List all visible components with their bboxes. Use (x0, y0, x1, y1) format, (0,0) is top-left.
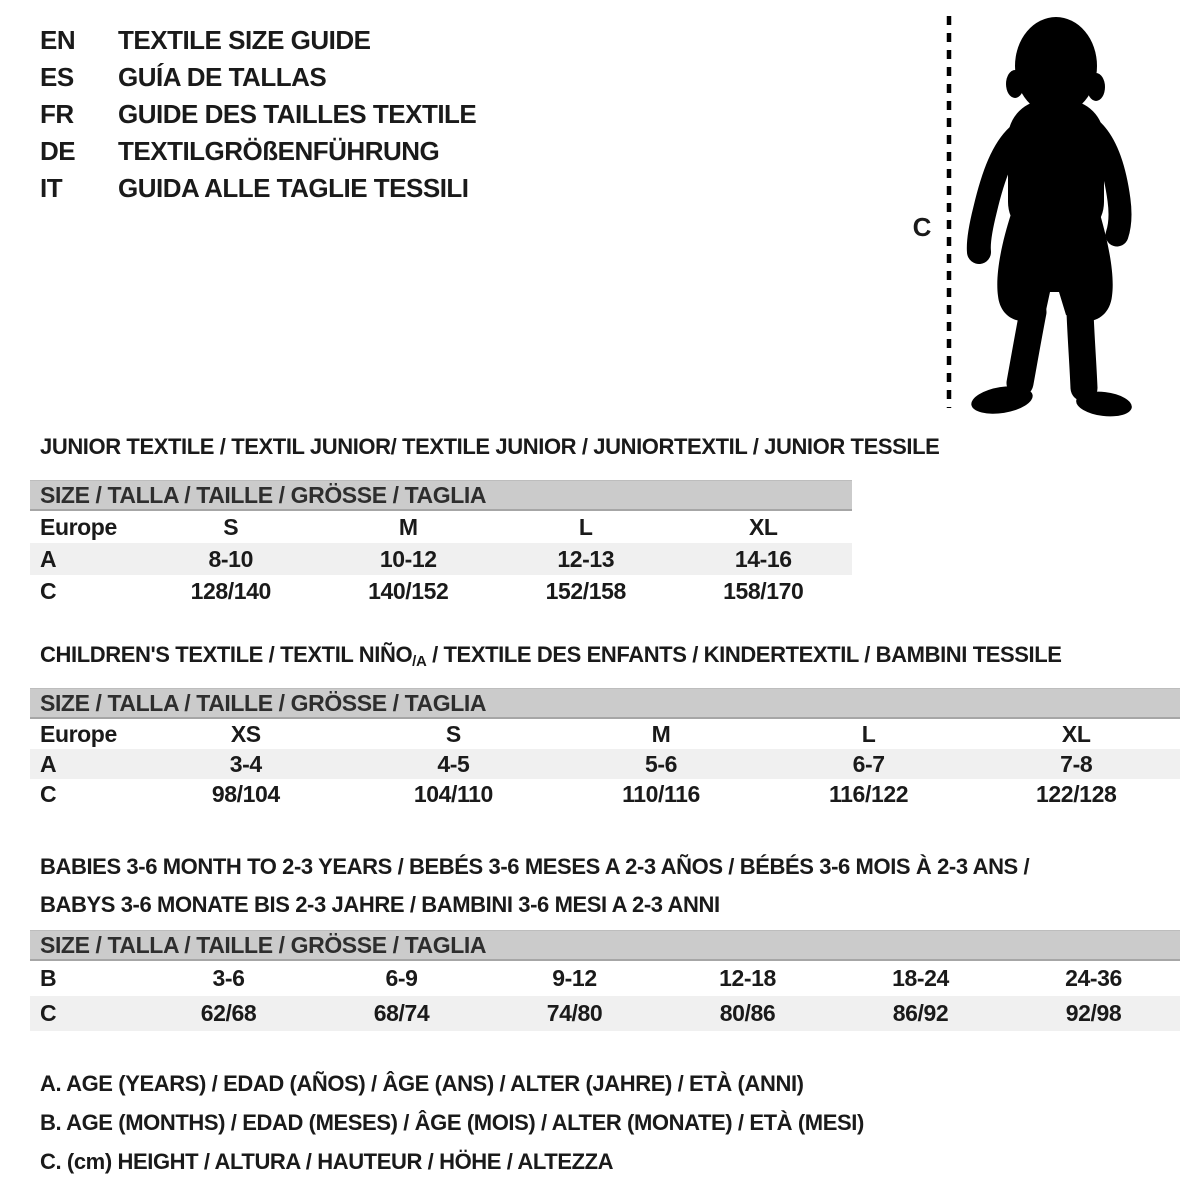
age-cell: 12-18 (719, 965, 776, 991)
guide-title: GUIDE DES TAILLES TEXTILE (118, 99, 477, 129)
age-cell: 24-36 (1065, 965, 1122, 991)
row-label: A (40, 750, 57, 777)
height-cell: 62/68 (200, 1000, 257, 1026)
language-row-en (40, 22, 476, 59)
height-cell: 80/86 (719, 1000, 776, 1026)
size-cell: S (223, 513, 239, 540)
table-row (30, 543, 852, 575)
table-row (30, 996, 1180, 1031)
height-cell: 98/104 (211, 780, 280, 807)
row-label: A (40, 545, 57, 572)
age-cell: 12-13 (557, 545, 615, 572)
language-row-es (40, 59, 476, 96)
language-code: FR (40, 99, 74, 129)
note-age-years: A. AGE (YEARS) / EDAD (AÑOS) / ÂGE (ANS) / ALTER (JAHRE) / ETÀ (ANNI) (40, 1071, 804, 1096)
height-cell: 110/116 (622, 780, 700, 807)
size-cell: XS (230, 720, 261, 747)
children-title-suffix: /A (412, 653, 427, 670)
age-cell: 9-12 (552, 965, 597, 991)
babies-size-table (30, 930, 1180, 1031)
babies-section-title (40, 848, 1029, 924)
language-code: DE (40, 136, 76, 166)
children-size-table (30, 688, 1180, 809)
age-cell: 10-12 (379, 545, 437, 572)
row-label: Europe (40, 513, 117, 540)
language-row-it (40, 170, 476, 207)
age-cell: 5-6 (644, 750, 678, 777)
language-row-fr (40, 96, 476, 133)
language-code: IT (40, 173, 63, 203)
children-title-text: CHILDREN'S TEXTILE / TEXTIL NIÑO (40, 642, 413, 667)
size-cell: L (578, 513, 593, 540)
babies-title-line1: BABIES 3-6 MONTH TO 2-3 YEARS / BEBÉS 3-6 MESES A 2-3 AÑOS / BÉBÉS 3-6 MOIS À 2-3 ANS / (40, 854, 1030, 879)
size-cell: L (861, 720, 876, 747)
height-cell: 122/128 (1036, 780, 1117, 807)
height-cell: 140/152 (368, 577, 449, 604)
age-cell: 4-5 (437, 750, 470, 777)
legend-notes (40, 1064, 864, 1181)
age-cell: 14-16 (734, 545, 792, 572)
age-cell: 7-8 (1060, 750, 1093, 777)
height-cell: 86/92 (892, 1000, 949, 1026)
size-cell: M (398, 513, 418, 540)
height-cell: 74/80 (546, 1000, 603, 1026)
table-row (30, 511, 852, 543)
height-cell: 152/158 (545, 577, 626, 604)
age-cell: 6-9 (385, 965, 418, 991)
table-row (30, 779, 1180, 809)
size-cell: S (445, 720, 461, 747)
language-code: ES (40, 62, 74, 92)
height-cell: 104/110 (413, 780, 493, 807)
table-row (30, 719, 1180, 749)
guide-title: TEXTILGRÖßENFÜHRUNG (118, 136, 440, 166)
table-row (30, 749, 1180, 779)
age-cell: 3-4 (229, 750, 262, 777)
height-cell: 158/170 (723, 577, 804, 604)
row-label: C (40, 780, 57, 807)
babies-size-header-bar: SIZE / TALLA / TAILLE / GRÖSSE / TAGLIA (30, 930, 1180, 961)
table-row (30, 575, 852, 607)
note-height-cm: C. (cm) HEIGHT / ALTURA / HAUTEUR / HÖHE / ALTEZZA (40, 1149, 614, 1174)
babies-title-line2: BABYS 3-6 MONATE BIS 2-3 JAHRE / BAMBINI 3-6 MESI A 2-3 ANNI (40, 892, 720, 917)
guide-title: GUÍA DE TALLAS (118, 62, 327, 92)
junior-size-header-bar: SIZE / TALLA / TAILLE / GRÖSSE / TAGLIA (30, 480, 852, 511)
height-cell: 128/140 (190, 577, 271, 604)
row-label: C (40, 1000, 57, 1026)
age-cell: 6-7 (852, 750, 885, 777)
guide-title: TEXTILE SIZE GUIDE (118, 25, 371, 55)
height-cell: 68/74 (373, 1000, 430, 1026)
figure-measure-label: C (912, 212, 932, 242)
row-label: Europe (40, 720, 117, 747)
row-label: C (40, 577, 57, 604)
row-label: B (40, 965, 57, 991)
guide-title: GUIDA ALLE TAGLIE TESSILI (118, 173, 469, 203)
age-cell: 18-24 (892, 965, 949, 991)
table-row (30, 961, 1180, 996)
children-size-header-bar: SIZE / TALLA / TAILLE / GRÖSSE / TAGLIA (30, 688, 1180, 719)
children-title-text: / TEXTILE DES ENFANTS / KINDERTEXTIL / BAMBINI TESSILE (426, 642, 1062, 667)
height-cell: 92/98 (1065, 1000, 1122, 1026)
language-code: EN (40, 25, 76, 55)
age-cell: 3-6 (212, 965, 245, 991)
age-cell: 8-10 (208, 545, 253, 572)
size-cell: XL (748, 513, 778, 540)
children-section-title (40, 642, 1062, 670)
size-cell: M (651, 720, 671, 747)
height-cell: 116/122 (829, 780, 909, 807)
size-cell: XL (1061, 720, 1091, 747)
junior-section-title: JUNIOR TEXTILE / TEXTIL JUNIOR/ TEXTILE JUNIOR / JUNIORTEXTIL / JUNIOR TESSILE (40, 434, 940, 459)
language-title-list (40, 22, 476, 207)
language-row-de (40, 133, 476, 170)
note-age-months: B. AGE (MONTHS) / EDAD (MESES) / ÂGE (MOIS) / ALTER (MONATE) / ETÀ (MESI) (40, 1110, 864, 1135)
junior-size-table (30, 480, 852, 607)
